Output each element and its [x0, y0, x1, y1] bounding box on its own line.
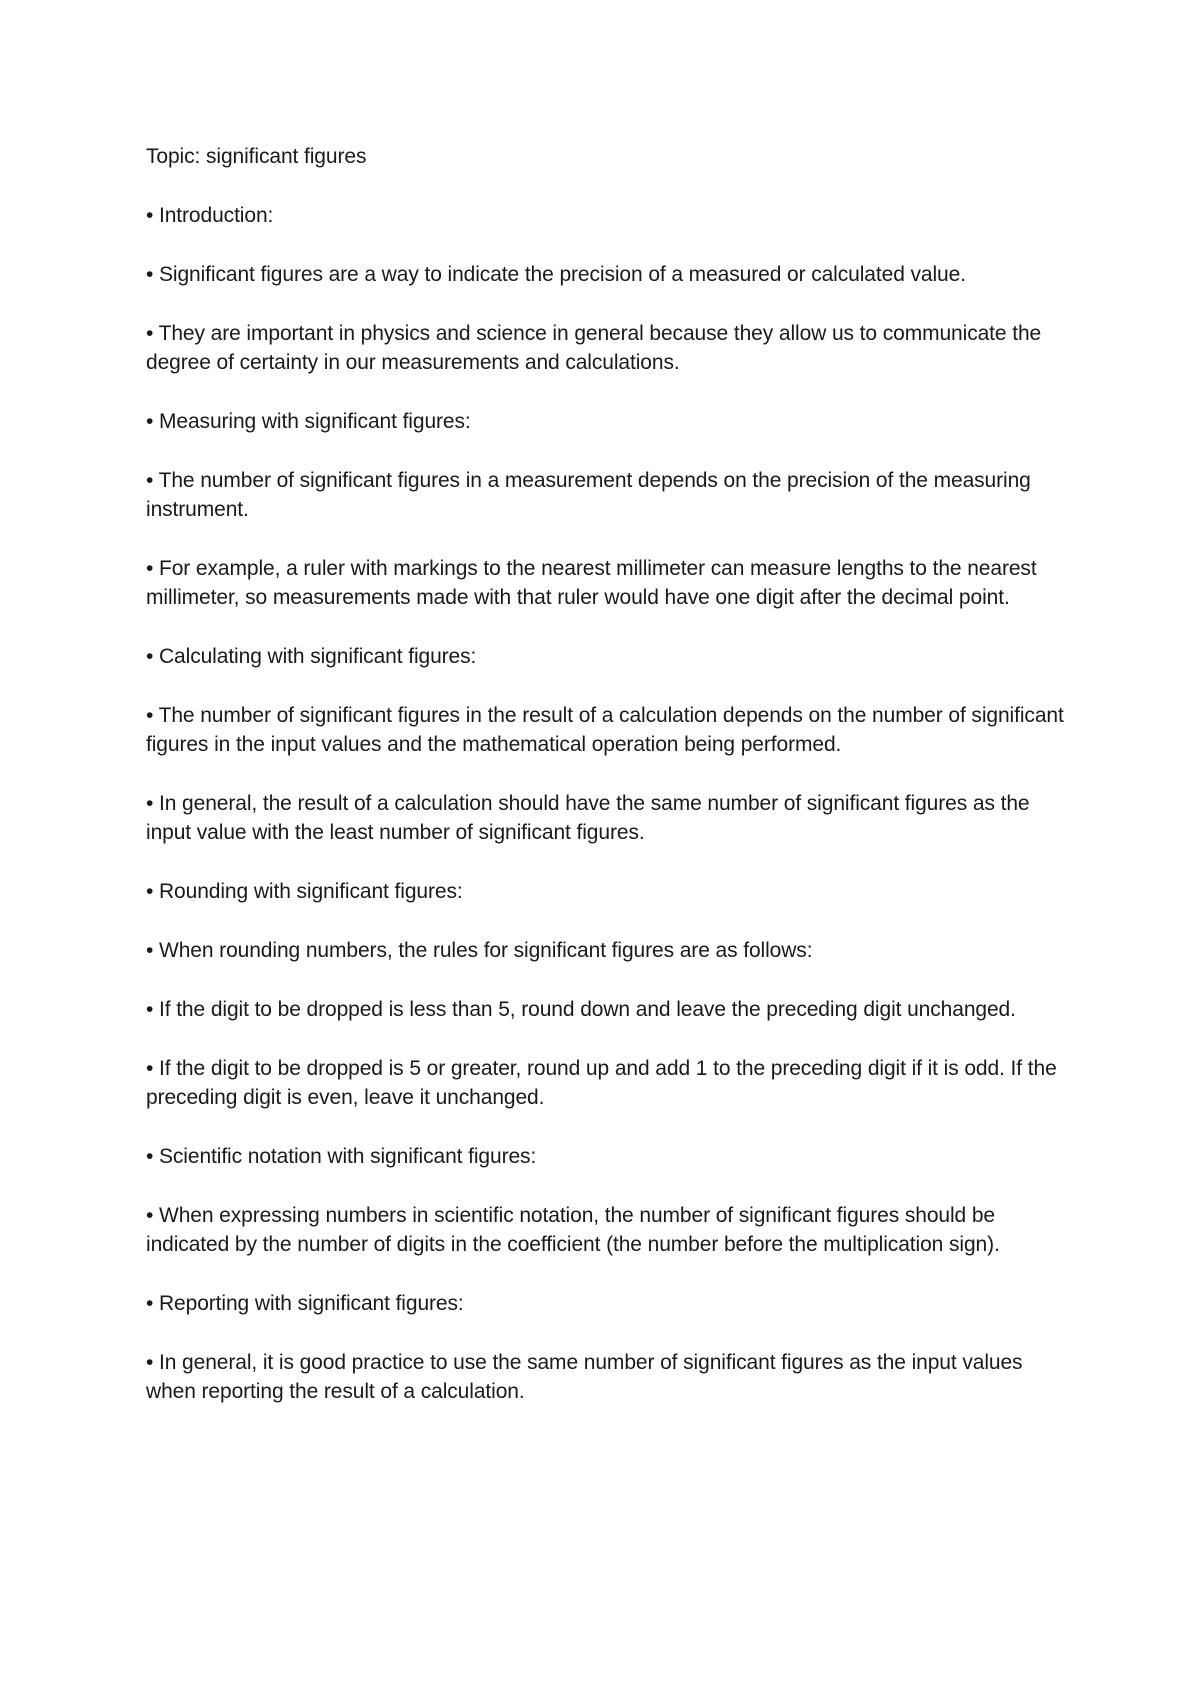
- bullet-paragraph: • For example, a ruler with markings to the nearest millimeter can measure lengths to the nearest millimeter, so measurements made with that ruler would have one digit after the decimal point.: [146, 557, 1037, 609]
- bullet-paragraph: • The number of significant figures in the result of a calculation depends on the number of significant figures in the input values and the mathematical operation being performed.: [146, 704, 1064, 756]
- bullet-paragraph: • If the digit to be dropped is 5 or greater, round up and add 1 to the preceding digit if it is odd. If the preceding digit is even, leave it unchanged.: [146, 1057, 1057, 1109]
- bullet-paragraph: • They are important in physics and science in general because they allow us to communicate the degree of certainty in our measurements and calculations.: [146, 322, 1042, 374]
- document-title: Topic: significant figures: [146, 145, 367, 168]
- bullet-introduction: • Introduction:: [146, 204, 274, 227]
- bullet-heading-rounding: • Rounding with significant figures:: [146, 880, 463, 903]
- bullet-heading-measuring: • Measuring with significant figures:: [146, 410, 471, 433]
- bullet-paragraph: • The number of significant figures in a measurement depends on the precision of the measuring instrument.: [146, 469, 1031, 521]
- bullet-paragraph: • When expressing numbers in scientific notation, the number of significant figures should be indicated by the number of digits in the coefficient (the number before the multiplication sign).: [146, 1204, 1000, 1256]
- document-body: [146, 142, 1066, 1436]
- bullet-paragraph: • In general, the result of a calculation should have the same number of significant figures as the input value with the least number of significant figures.: [146, 792, 1030, 844]
- bullet-heading-reporting: • Reporting with significant figures:: [146, 1292, 464, 1315]
- bullet-paragraph: • If the digit to be dropped is less than 5, round down and leave the preceding digit unchanged.: [146, 998, 1016, 1021]
- bullet-paragraph: • In general, it is good practice to use the same number of significant figures as the input values when reporting the result of a calculation.: [146, 1351, 1023, 1403]
- bullet-paragraph: • When rounding numbers, the rules for significant figures are as follows:: [146, 939, 813, 962]
- bullet-paragraph: • Significant figures are a way to indicate the precision of a measured or calculated value.: [146, 263, 966, 286]
- bullet-heading-scientific-notation: • Scientific notation with significant figures:: [146, 1145, 537, 1168]
- bullet-heading-calculating: • Calculating with significant figures:: [146, 645, 477, 668]
